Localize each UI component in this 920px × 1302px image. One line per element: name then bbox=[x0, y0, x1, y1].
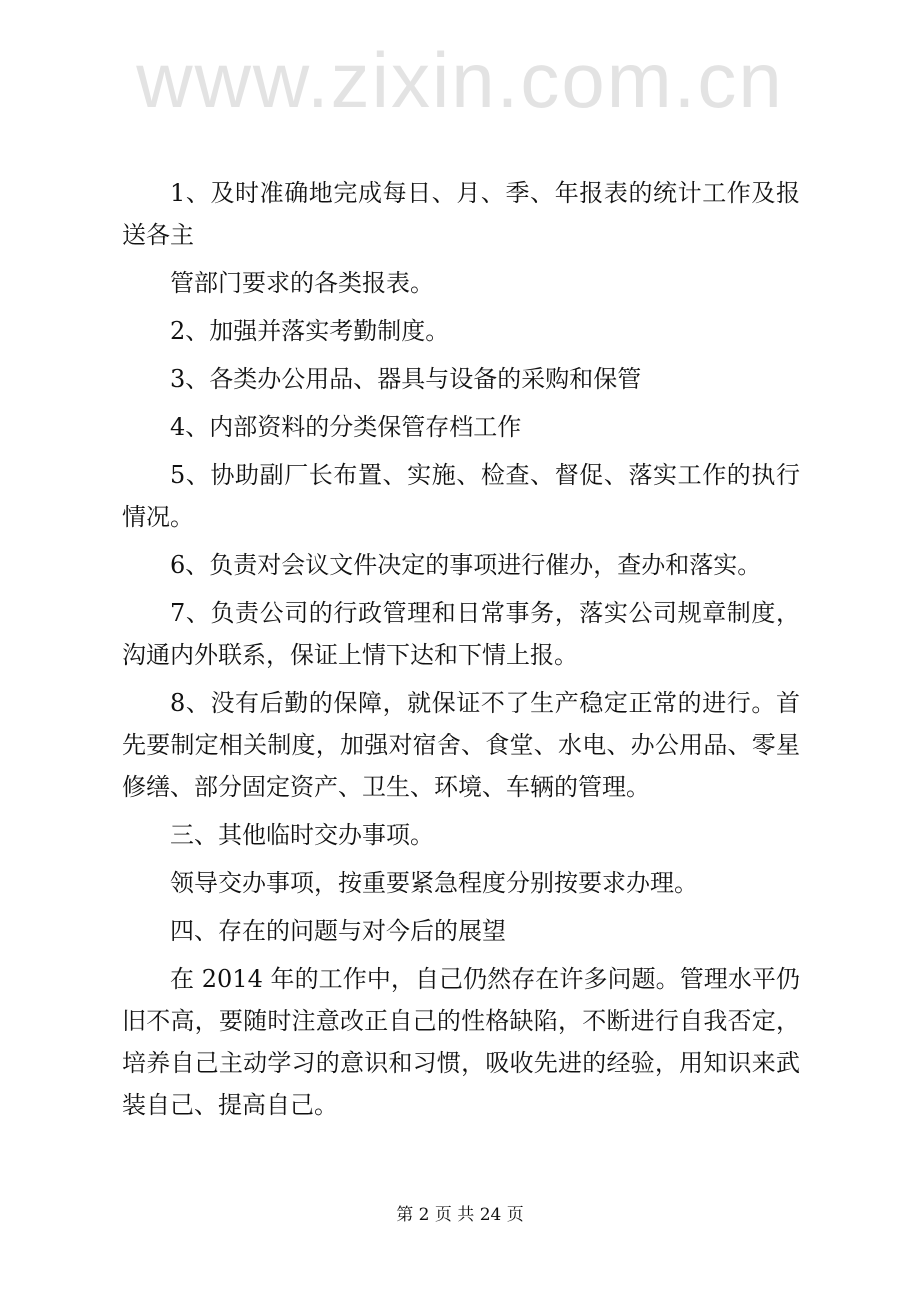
paragraph bbox=[122, 862, 800, 904]
text-line: 修缮、部分固定资产、卫生、环境、车辆的管理。 bbox=[122, 773, 650, 801]
text-line: 先要制定相关制度，加强对宿舍、食堂、水电、办公用品、零星 bbox=[122, 731, 800, 759]
paragraph bbox=[122, 454, 800, 538]
text-line: 8、没有后勤的保障，就保证不了生产稳定正常的进行。首 bbox=[170, 689, 800, 717]
text-line: 6、负责对会议文件决定的事项进行催办，查办和落实。 bbox=[170, 551, 762, 579]
text-line: 1、及时准确地完成每日、月、季、年报表的统计工作及报 bbox=[170, 179, 800, 207]
paragraph bbox=[122, 814, 800, 856]
document-body bbox=[122, 172, 800, 1132]
text-line: 沟通内外联系，保证上情下达和下情上报。 bbox=[122, 641, 578, 669]
paragraph bbox=[122, 958, 800, 1126]
watermark: www.zixin.com.cn bbox=[136, 36, 784, 124]
paragraph bbox=[122, 592, 800, 676]
text-line: 在 2014 年的工作中，自己仍然存在许多问题。管理水平仍 bbox=[170, 965, 800, 993]
paragraph bbox=[122, 910, 800, 952]
text-line: 3、各类办公用品、器具与设备的采购和保管 bbox=[170, 365, 642, 393]
text-line: 培养自己主动学习的意识和习惯，吸收先进的经验，用知识来武 bbox=[122, 1049, 800, 1077]
paragraph bbox=[122, 544, 800, 586]
text-line: 四、存在的问题与对今后的展望 bbox=[170, 917, 506, 945]
text-line: 旧不高，要随时注意改正自己的性格缺陷，不断进行自我否定， bbox=[122, 1007, 800, 1035]
page-footer: 第 2 页 共 24 页 bbox=[396, 1205, 524, 1225]
text-line: 5、协助副厂长布置、实施、检查、督促、落实工作的执行 bbox=[170, 461, 800, 489]
text-line: 领导交办事项，按重要紧急程度分别按要求办理。 bbox=[170, 869, 698, 897]
text-line: 7、负责公司的行政管理和日常事务，落实公司规章制度， bbox=[170, 599, 800, 627]
text-line: 三、其他临时交办事项。 bbox=[170, 821, 434, 849]
paragraph bbox=[122, 406, 800, 448]
paragraph bbox=[122, 310, 800, 352]
paragraph bbox=[122, 358, 800, 400]
paragraph bbox=[122, 262, 800, 304]
text-line: 送各主 bbox=[122, 221, 194, 249]
text-line: 4、内部资料的分类保管存档工作 bbox=[170, 413, 522, 441]
paragraph bbox=[122, 682, 800, 808]
paragraph bbox=[122, 172, 800, 256]
text-line: 管部门要求的各类报表。 bbox=[170, 269, 434, 297]
text-line: 情况。 bbox=[122, 503, 194, 531]
text-line: 装自己、提高自己。 bbox=[122, 1091, 338, 1119]
text-line: 2、加强并落实考勤制度。 bbox=[170, 317, 450, 345]
